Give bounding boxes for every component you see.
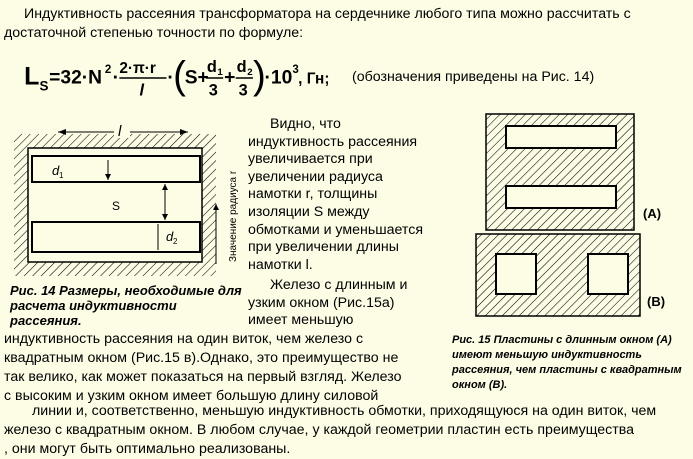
formula-ten: ·10 bbox=[264, 67, 293, 89]
body-line-2: квадратным окном (Рис.15 в).Однако, это преимущество не bbox=[4, 350, 399, 366]
column-line: индуктивность рассеяния bbox=[248, 133, 418, 150]
d1-sub: 1 bbox=[59, 171, 64, 180]
figure-14-caption bbox=[10, 283, 242, 328]
body-paragraph-wide bbox=[4, 402, 688, 459]
formula-dot-2: · bbox=[167, 67, 174, 89]
l-label: l bbox=[118, 123, 122, 140]
figure-14-caption-line-2: расчета индуктивности рассеяния. bbox=[10, 298, 177, 328]
column-line: при увеличении длины bbox=[248, 239, 399, 256]
column-line: Железо с длинным и bbox=[270, 277, 408, 293]
intro-line-2: достаточной степенью точности по формуле: bbox=[4, 25, 304, 41]
column-line: изоляции S между bbox=[248, 203, 370, 220]
column-line: увеличивается при bbox=[248, 151, 373, 168]
body-line-5: линии и, соответственно, меньшую индуктивность обмотки, приходящуюся на один виток, чем bbox=[32, 403, 657, 419]
formula-note: (обозначения приведены на Рис. 14) bbox=[352, 69, 595, 85]
column-line: намотки r, толщины bbox=[248, 186, 378, 203]
formula-dot-1: · bbox=[112, 67, 120, 89]
column-paragraph-2 bbox=[248, 277, 444, 330]
leakage-inductance-formula bbox=[18, 52, 338, 102]
figure-15-caption-line-3: рассеяния, чем пластины с квадратным bbox=[452, 364, 682, 376]
d1-label: d bbox=[52, 163, 60, 178]
plate-a-label: (А) bbox=[643, 206, 662, 221]
plate-b-window-1 bbox=[496, 254, 536, 294]
figure-14-winding-dimensions bbox=[8, 122, 248, 284]
body-line-3: так велико, как может показаться на первый взгляд. Железо bbox=[4, 369, 402, 385]
formula-exp: 3 bbox=[292, 64, 299, 77]
radius-label: Значение радиуса r bbox=[228, 170, 239, 262]
column-line: обмотками и уменьшается bbox=[248, 221, 424, 238]
body-line-4: с высоким и узким окном имеет большую длину силовой bbox=[4, 388, 379, 404]
formula-close-paren: ) bbox=[253, 54, 266, 98]
formula-d2: d bbox=[236, 58, 247, 77]
figure-15-caption bbox=[452, 333, 690, 393]
figure-15-plate-shapes bbox=[470, 110, 692, 328]
formula-d1-sub: 1 bbox=[217, 67, 223, 79]
plate-a-window-2 bbox=[506, 186, 616, 208]
formula-lhs-sub: S bbox=[39, 78, 49, 94]
formula-lhs: L bbox=[24, 62, 40, 91]
s-label: S bbox=[112, 199, 121, 213]
body-paragraph bbox=[4, 330, 444, 406]
column-paragraph-1 bbox=[248, 116, 444, 274]
formula-plus: + bbox=[224, 67, 236, 89]
plate-b-window-2 bbox=[588, 254, 628, 294]
formula-d1-den: 3 bbox=[208, 81, 218, 100]
plate-b-label: (В) bbox=[647, 294, 666, 309]
formula-s-term: S+ bbox=[184, 67, 209, 89]
formula-d2-sub: 2 bbox=[247, 67, 253, 79]
figure-15-caption-line-4: окном (В). bbox=[452, 379, 508, 391]
column-line: узким окном (Рис.15а) bbox=[248, 294, 395, 311]
formula-d1: d bbox=[206, 58, 217, 77]
formula-denominator: l bbox=[139, 81, 145, 100]
body-line-1: индуктивность рассеяния на один виток, чем железо с bbox=[4, 331, 364, 347]
intro-paragraph bbox=[4, 5, 688, 43]
d2-label: d bbox=[166, 229, 174, 244]
formula-d2-den: 3 bbox=[238, 81, 248, 100]
body-line-7: , они могут быть оптимально реализованы. bbox=[4, 441, 291, 457]
d2-sub: 2 bbox=[173, 237, 178, 246]
figure-14-caption-line-1: Рис. 14 Размеры, необходимые для bbox=[10, 283, 242, 298]
body-line-6: железо с квадратным окном. В любом случае, у каждой геометрии пластин есть преимущества bbox=[4, 422, 635, 438]
formula-open-paren: ( bbox=[173, 54, 187, 98]
column-line: имеет меньшую bbox=[248, 312, 354, 329]
intro-line-1: Индуктивность рассеяния трансформатора на сердечнике любого типа можно рассчитать с bbox=[24, 6, 631, 22]
formula-unit: , Гн; bbox=[298, 70, 330, 88]
formula-eq: =32·N bbox=[49, 67, 103, 89]
formula-numerator: 2·π·r bbox=[119, 60, 156, 78]
column-line: намотки l. bbox=[248, 256, 313, 273]
column-line: увеличении радиуса bbox=[248, 168, 383, 185]
figure-15-caption-line-2: имеют меньшую индуктивность bbox=[452, 349, 642, 361]
plate-a-window-1 bbox=[506, 126, 616, 148]
column-line: Видно, что bbox=[270, 116, 341, 132]
figure-15-caption-line-1: Рис. 15 Пластины с длинным окном (А) bbox=[452, 334, 672, 346]
formula-sq: 2 bbox=[104, 64, 112, 77]
